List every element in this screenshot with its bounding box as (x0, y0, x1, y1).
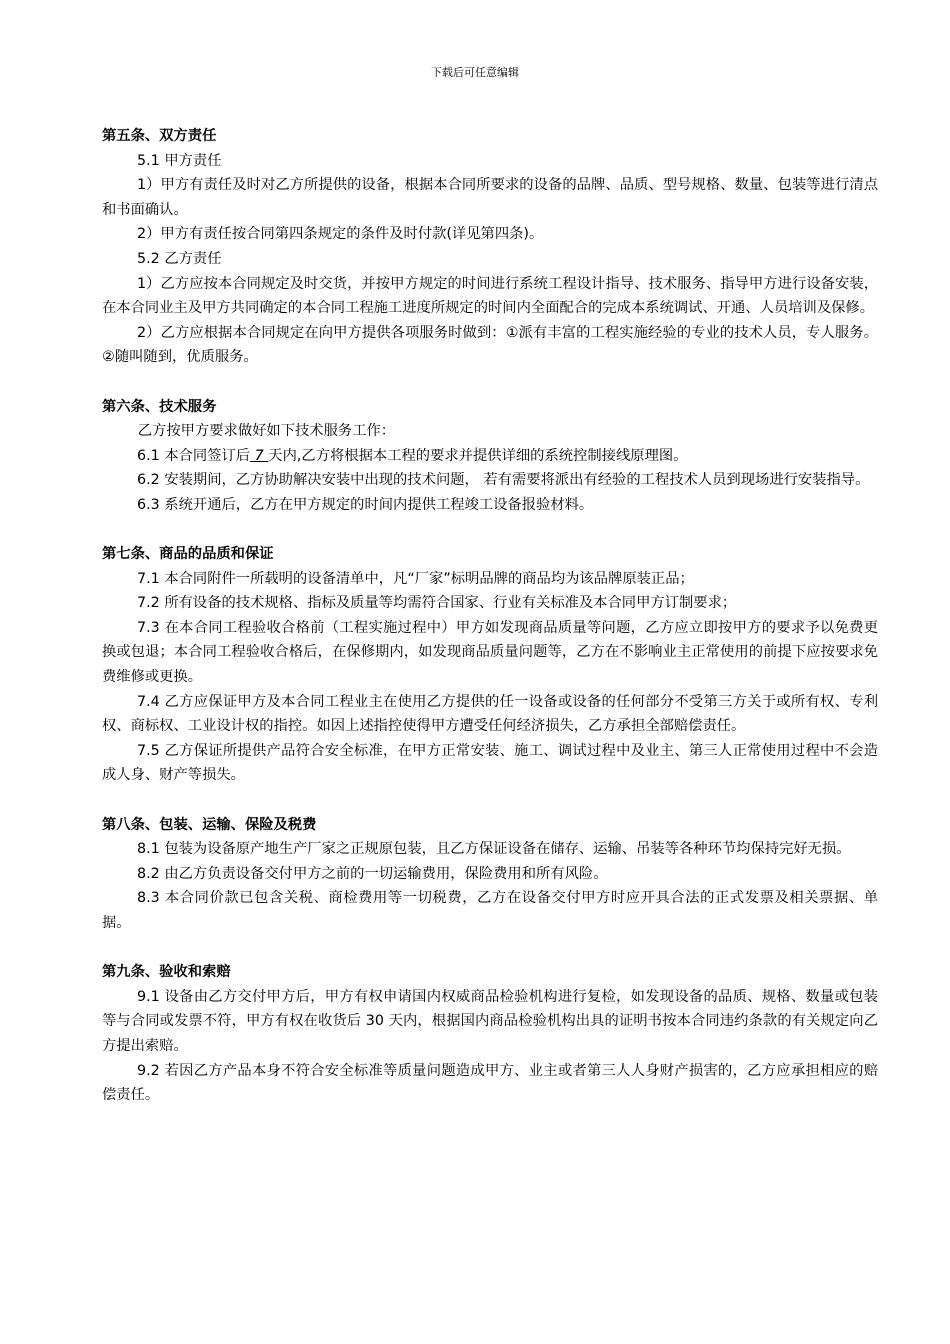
paragraph: 乙方按甲方要求做好如下技术服务工作： (137, 423, 396, 440)
paragraph: 7.3 在本合同工程验收合格前（工程实施过程中）甲方如发现商品质量等问题，乙方应立即按甲方的要求予以免费更换或包退；本合同工程验收合格后，在保修期内，如发现商品质量问题等，乙方在不影响业主正常使用的前提下应按要求免费维修或更换。 (102, 619, 878, 686)
paragraph: 2）甲方有责任按合同第四条规定的条件及时付款(详见第四条)。 (137, 226, 544, 243)
paragraph: 7.4 乙方应保证甲方及本合同工程业主在使用乙方提供的任一设备或设备的任何部分不受第三方关于或所有权、专利权、商标权、工业设计权的指控。如因上述指控使得甲方遭受任何经济损失，乙方承担全部赔偿责任。 (102, 693, 878, 735)
paragraph-6-1 (102, 444, 878, 469)
paragraph: 5.1 甲方责任 (137, 152, 222, 169)
section-heading: 第七条、商品的品质和保证 (102, 546, 274, 563)
paragraph: 1）乙方应按本合同规定及时交货，并按甲方规定的时间进行系统工程设计指导、技术服务、指导甲方进行设备安装，在本合同业主及甲方共同确定的本合同工程施工进度所规定的时间内全面配合的完成本系统调试、开通、人员培训及保修。 (102, 275, 878, 317)
paragraph-text: 6.1 本合同签订后 (137, 447, 251, 464)
document-body (102, 124, 878, 1132)
section-article-7 (102, 542, 878, 788)
paragraph: 6.2 安装期间，乙方协助解决安装中出现的技术问题， 若有需要将派出有经验的工程技术人员到现场进行安装指导。 (137, 472, 870, 489)
section-heading: 第八条、包装、运输、保险及税费 (102, 816, 317, 833)
section-article-9 (102, 960, 878, 1108)
paragraph: 7.1 本合同附件一所载明的设备清单中，凡“厂家”标明品牌的商品均为该品牌原装正品； (137, 570, 694, 587)
page-header: 下载后可任意编辑 (431, 66, 519, 79)
paragraph: 6.3 系统开通后，乙方在甲方规定的时间内提供工程竣工设备报验材料。 (137, 496, 594, 513)
paragraph: 8.1 包装为设备原产地生产厂家之正规原包装，且乙方保证设备在储存、运输、吊装等各种环节均保持完好无损。 (137, 841, 851, 858)
section-article-6 (102, 395, 878, 518)
paragraph: 8.2 由乙方负责设备交付甲方之前的一切运输费用，保险费用和所有风险。 (137, 865, 608, 882)
paragraph-text: 天内,乙方将根据本工程的要求并提供详细的系统控制接线原理图。 (268, 447, 688, 464)
section-article-8 (102, 813, 878, 936)
days-value: 7 (250, 447, 269, 464)
paragraph: 9.1 设备由乙方交付甲方后，甲方有权申请国内权威商品检验机构进行复检，如发现设备的品质、规格、数量或包装等与合同或发票不符，甲方有权在收货后 30 天内，根据国内商品检验机构出具的证明书按本合同违约条款的有关规定向乙方提出索赔。 (102, 988, 878, 1054)
section-article-5 (102, 124, 878, 370)
section-heading: 第五条、双方责任 (102, 128, 217, 144)
paragraph: 5.2 乙方责任 (137, 250, 222, 267)
paragraph: 9.2 若因乙方产品本身不符合安全标准等质量问题造成甲方、业主或者第三人人身财产损害的，乙方应承担相应的赔偿责任。 (102, 1062, 878, 1104)
paragraph: 7.2 所有设备的技术规格、指标及质量等均需符合国家、行业有关标准及本合同甲方订制要求； (137, 595, 737, 612)
section-heading: 第九条、验收和索赔 (102, 964, 231, 981)
paragraph: 1）甲方有责任及时对乙方所提供的设备，根据本合同所要求的设备的品牌、品质、型号规格、数量、包装等进行清点和书面确认。 (102, 177, 878, 218)
paragraph: 2）乙方应根据本合同规定在向甲方提供各项服务时做到：①派有丰富的工程实施经验的专业的技术人员，专人服务。②随叫随到，优质服务。 (102, 324, 878, 366)
section-heading: 第六条、技术服务 (102, 398, 217, 415)
paragraph: 8.3 本合同价款已包含关税、商检费用等一切税费，乙方在设备交付甲方时应开具合法的正式发票及相关票据、单据。 (102, 890, 878, 931)
paragraph: 7.5 乙方保证所提供产品符合安全标准，在甲方正常安装、施工、调试过程中及业主、第三人正常使用过程中不会造成人身、财产等损失。 (102, 742, 878, 784)
